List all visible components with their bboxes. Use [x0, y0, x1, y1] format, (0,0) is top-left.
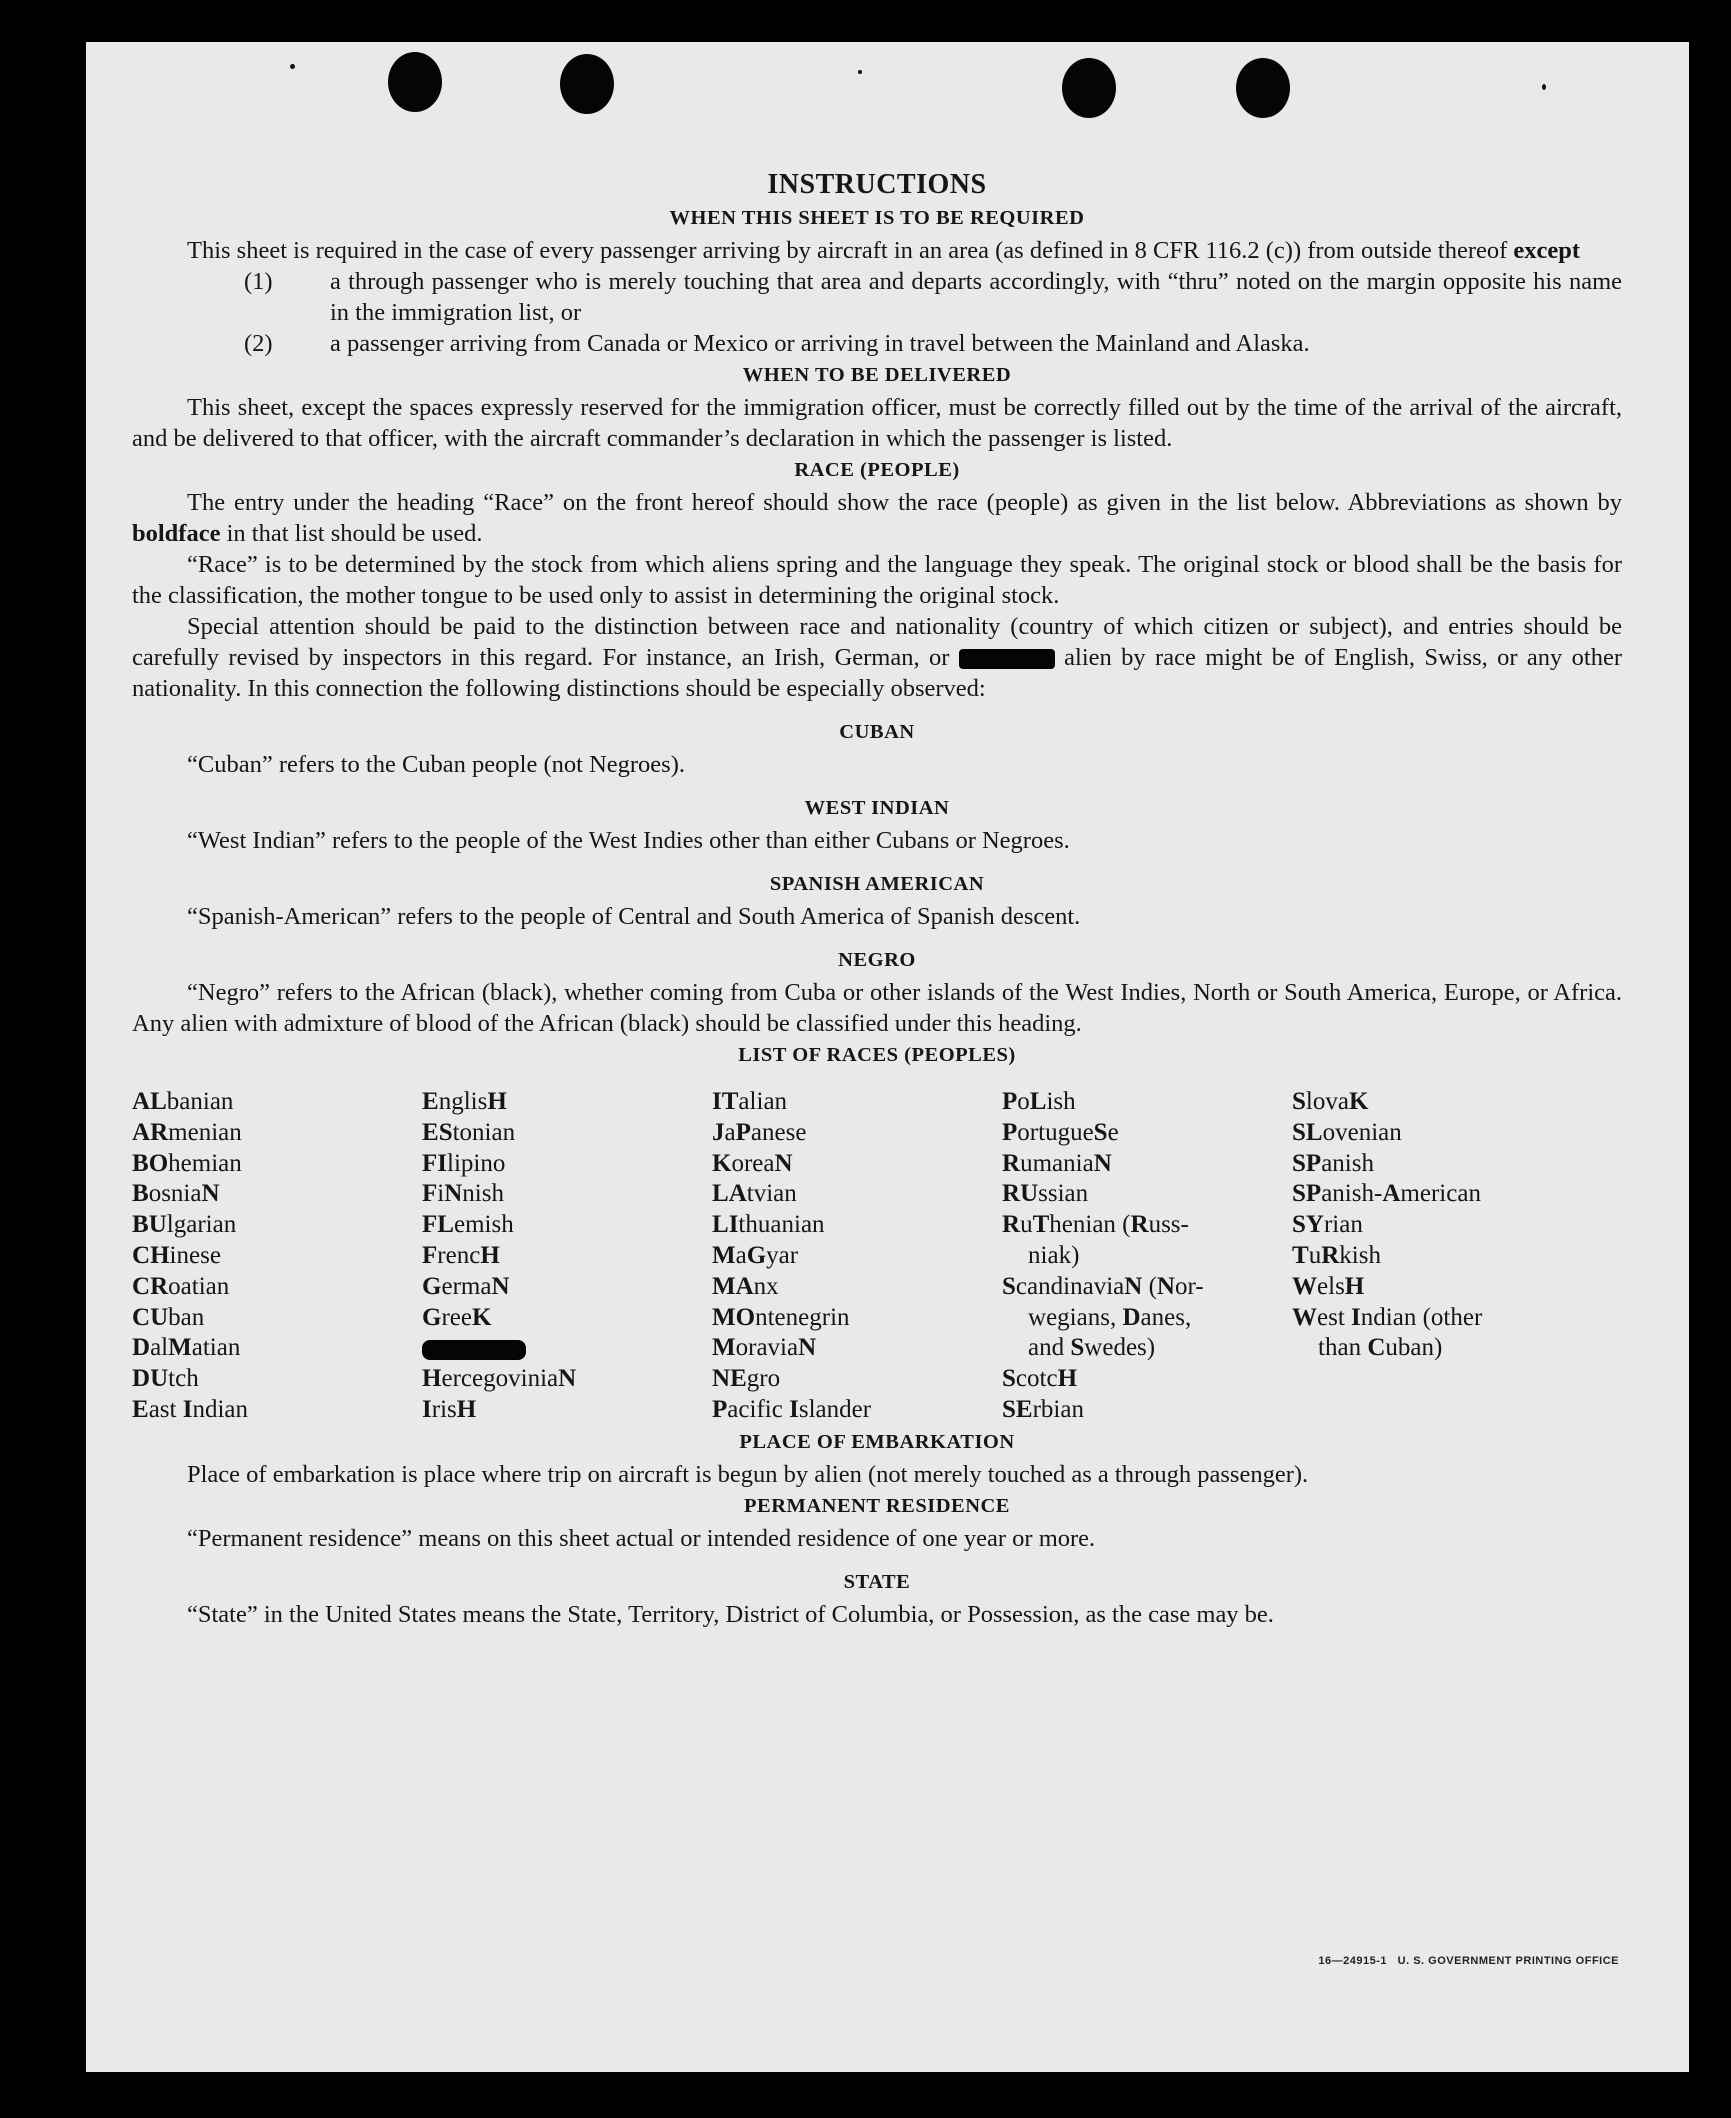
- heading-spanish-american: SPANISH AMERICAN: [769, 873, 985, 895]
- redaction-mark: [959, 649, 1055, 669]
- race-item: Pacific Islander: [712, 1395, 872, 1423]
- race-item: BosniaN: [132, 1180, 220, 1208]
- race-item: FrencH: [422, 1241, 500, 1269]
- redaction-mark: [422, 1340, 526, 1360]
- race-item: FIlipino: [422, 1149, 506, 1177]
- speck: [290, 64, 295, 69]
- race-item: GreeK: [422, 1303, 492, 1331]
- race-item: TuRkish: [1292, 1241, 1381, 1269]
- document-page: [86, 42, 1689, 2072]
- cuban-text: “Cuban” refers to the Cuban people (not Negroes).: [187, 751, 685, 778]
- race-item: RuThenian (Russ-: [1002, 1211, 1189, 1239]
- race-item: IrisH: [422, 1395, 477, 1423]
- race-item-continued: and Swedes): [1028, 1334, 1156, 1362]
- negro-text: “Negro” refers to the African (black), whether coming from Cuba or other islands of the West Indies, North or South America, Europe, or Africa. Any alien with admixture of blood of the African (black) should be classified under this heading.: [132, 979, 1622, 1037]
- exception-number: (2): [244, 330, 273, 357]
- heading-negro: NEGRO: [838, 949, 916, 971]
- race-item: BOhemian: [132, 1149, 242, 1177]
- punch-hole-2: [560, 54, 614, 114]
- instructions-content: [132, 168, 1622, 1630]
- race-item: RumaniaN: [1002, 1149, 1112, 1177]
- race-item: SPanish-American: [1292, 1180, 1481, 1208]
- race-item: PortugueSe: [1002, 1118, 1119, 1146]
- state-text: “State” in the United States means the State, Territory, District of Columbia, or Possession, as the case may be.: [187, 1600, 1274, 1628]
- race-item: ScandinaviaN (Nor-: [1002, 1272, 1204, 1300]
- punch-hole-1: [388, 52, 442, 112]
- heading-state: STATE: [843, 1570, 911, 1593]
- races-list: [132, 1087, 1622, 1426]
- heading-cuban: CUBAN: [839, 721, 915, 743]
- race-item: West Indian (other: [1292, 1303, 1483, 1331]
- race-item-continued: wegians, Danes,: [1028, 1303, 1192, 1331]
- race-paragraph-3: [132, 611, 1622, 704]
- race-item: EnglisH: [422, 1088, 507, 1115]
- race-p3-text-end: alien by race might be of English, Swiss, or any other nationality. In this connection the following distinctions should be especially observed:: [132, 644, 1622, 702]
- race-item: FLemish: [422, 1211, 514, 1239]
- race-item: CHinese: [132, 1241, 221, 1269]
- race-item: MoraviaN: [712, 1334, 817, 1362]
- race-p3-text: Special attention should be paid to the distinction between race and nationality (country of which citizen or subject), and entries should be carefully revised by inspectors in this regard. For instance, an Irish, German, or: [132, 613, 1622, 671]
- race-item: SLovenian: [1292, 1118, 1402, 1146]
- race-item: SYrian: [1292, 1211, 1363, 1239]
- footer-code: 16—24915-1: [1318, 1955, 1387, 1967]
- exception-2: [244, 328, 1622, 359]
- race-paragraph-2: “Race” is to be determined by the stock from which aliens spring and the language they speak. The original stock or blood shall be the basis for the classification, the mother tongue to be used only to assist in determining the original stock.: [132, 551, 1622, 609]
- race-item: WelsH: [1292, 1272, 1365, 1300]
- race-item: ARmenian: [132, 1118, 242, 1146]
- race-item: ITalian: [712, 1088, 788, 1115]
- race-item: MaGyar: [712, 1241, 799, 1269]
- residence-text: “Permanent residence” means on this sheet actual or intended residence of one year or more.: [187, 1524, 1096, 1552]
- delivered-text: This sheet, except the spaces expressly reserved for the immigration officer, must be correctly filled out by the time of the arrival of the aircraft, and be delivered to that officer, with the aircraft commander’s declaration in which the passenger is listed.: [132, 394, 1622, 452]
- heading-delivered: WHEN TO BE DELIVERED: [742, 364, 1012, 386]
- required-intro-except: except: [1513, 237, 1581, 264]
- races-column-2: [422, 1087, 712, 1426]
- races-column-1: [132, 1087, 422, 1426]
- race-item: BUlgarian: [132, 1211, 237, 1239]
- punch-hole-4: [1236, 58, 1290, 118]
- race-item: ScotcH: [1002, 1365, 1078, 1393]
- race-item: DalMatian: [132, 1334, 241, 1362]
- race-item: KoreaN: [712, 1149, 793, 1177]
- race-item: LIthuanian: [712, 1211, 825, 1239]
- west-indian-text: “West Indian” refers to the people of the West Indies other than either Cubans or Negroes.: [187, 827, 1070, 854]
- race-item: FiNnish: [422, 1180, 504, 1208]
- race-item: CUban: [132, 1303, 205, 1331]
- speck: [858, 70, 862, 74]
- race-item: SErbian: [1002, 1395, 1084, 1423]
- spanish-american-text: “Spanish-American” refers to the people of Central and South America of Spanish descent.: [187, 903, 1081, 930]
- speck: [1542, 84, 1546, 90]
- race-p1-boldface: boldface: [132, 520, 221, 547]
- required-intro-text: This sheet is required in the case of every passenger arriving by aircraft in an area (as defined in 8 CFR 116.2 (c)) from outside thereof: [187, 237, 1514, 264]
- races-column-5: [1292, 1087, 1542, 1426]
- race-item: SPanish: [1292, 1149, 1374, 1177]
- footer-note: [1318, 1955, 1619, 1967]
- race-item: ALbanian: [132, 1088, 234, 1115]
- race-item-continued: than Cuban): [1318, 1334, 1443, 1362]
- race-item: GermaN: [422, 1272, 510, 1300]
- race-item: MOntenegrin: [712, 1303, 850, 1331]
- race-item: PoLish: [1002, 1088, 1076, 1115]
- race-item: HercegoviniaN: [422, 1365, 577, 1393]
- race-item: East Indian: [132, 1395, 249, 1423]
- race-p1-text-end: in that list should be used.: [220, 520, 483, 547]
- footer-printer: U. S. GOVERNMENT PRINTING OFFICE: [1397, 1955, 1619, 1967]
- race-paragraph-1: [132, 487, 1622, 549]
- race-item: SlovaK: [1292, 1088, 1369, 1115]
- embarkation-text: Place of embarkation is place where trip on aircraft is begun by alien (not merely touched as a through passenger).: [187, 1460, 1309, 1488]
- heading-list-of-races: LIST OF RACES (PEOPLES): [738, 1044, 1016, 1066]
- exception-number: (1): [244, 268, 273, 295]
- race-item: DUtch: [132, 1365, 199, 1393]
- exception-text: a passenger arriving from Canada or Mexico or arriving in travel between the Mainland and Alaska.: [330, 330, 1310, 357]
- races-column-4: [1002, 1087, 1292, 1426]
- heading-embarkation: PLACE OF EMBARKATION: [739, 1430, 1015, 1453]
- heading-residence: PERMANENT RESIDENCE: [744, 1494, 1010, 1517]
- race-item-continued: niak): [1028, 1241, 1080, 1269]
- race-item-redacted: [422, 1333, 712, 1364]
- exception-1: [244, 266, 1622, 328]
- required-intro: [132, 235, 1622, 266]
- page-title: INSTRUCTIONS: [767, 169, 987, 200]
- exception-text: a through passenger who is merely touching that area and departs accordingly, with “thru” noted on the margin opposite his name in the immigration list, or: [330, 268, 1622, 326]
- race-item: EStonian: [422, 1118, 516, 1146]
- race-item: NEgro: [712, 1365, 781, 1393]
- heading-west-indian: WEST INDIAN: [804, 797, 950, 819]
- race-item: RUssian: [1002, 1180, 1089, 1208]
- punch-hole-3: [1062, 58, 1116, 118]
- heading-race: RACE (PEOPLE): [794, 459, 960, 481]
- race-item: MAnx: [712, 1272, 779, 1300]
- heading-required: WHEN THIS SHEET IS TO BE REQUIRED: [669, 207, 1085, 229]
- race-item: LAtvian: [712, 1180, 797, 1208]
- races-column-3: [712, 1087, 1002, 1426]
- race-item: JaPanese: [712, 1118, 807, 1146]
- race-item: CRoatian: [132, 1272, 230, 1300]
- race-p1-text: The entry under the heading “Race” on the front hereof should show the race (people) as given in the list below. Abbreviations as shown by: [187, 489, 1622, 516]
